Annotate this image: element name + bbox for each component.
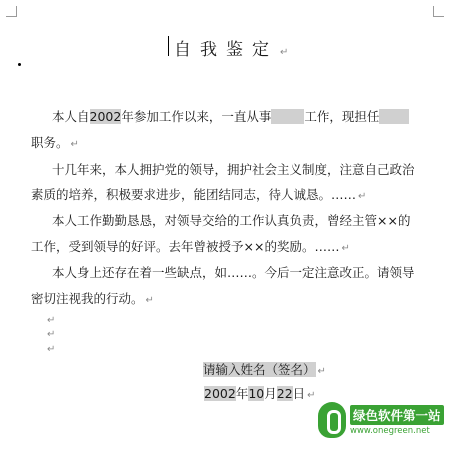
- paragraph-mark: ↵: [358, 191, 367, 202]
- date-month-field[interactable]: 10: [248, 386, 265, 401]
- onegreen-logo-icon: [318, 402, 346, 438]
- date-month-suffix: 月: [264, 386, 277, 401]
- paragraph-mark: ↵: [145, 295, 154, 306]
- date-day-suffix: 日: [292, 386, 306, 401]
- text-run[interactable]: 素质的培养，积极要求进步，能团结同志，待人诚恳。……: [31, 187, 357, 202]
- paragraph-2-line-1[interactable]: [52, 160, 415, 178]
- paragraph-mark: ↵: [341, 243, 350, 254]
- empty-paragraph-mark[interactable]: ↵: [47, 315, 56, 326]
- field-placeholder-blank[interactable]: [379, 109, 409, 124]
- paragraph-4-line-2[interactable]: [31, 289, 154, 307]
- paragraph-mark: ↵: [317, 366, 326, 377]
- bullet-dot: [18, 63, 21, 66]
- empty-paragraph-mark[interactable]: ↵: [47, 329, 56, 340]
- signature-field[interactable]: 请输入姓名（签名）: [203, 362, 316, 377]
- watermark-name: 绿色软件第一站: [350, 405, 444, 425]
- paragraph-mark: ↵: [280, 47, 298, 58]
- paragraph-mark: ↵: [307, 390, 316, 401]
- text-run[interactable]: 密切注视我的行动。: [31, 291, 144, 306]
- date-line[interactable]: [204, 384, 316, 402]
- document-title[interactable]: [174, 35, 297, 60]
- field-placeholder-blank[interactable]: [271, 109, 304, 124]
- paragraph-1-line-2[interactable]: [31, 133, 79, 151]
- date-day-field[interactable]: 22: [276, 386, 293, 401]
- text-run[interactable]: 工作，现担任: [304, 109, 380, 124]
- paragraph-mark: ↵: [70, 139, 79, 150]
- text-run[interactable]: 职务。: [31, 135, 69, 150]
- text-run[interactable]: 十几年来，本人拥护党的领导，拥护社会主义制度，注意自己政治: [52, 162, 415, 177]
- signature-line[interactable]: [203, 360, 326, 378]
- date-year-suffix: 年: [235, 386, 249, 401]
- date-year-field[interactable]: 2002: [204, 386, 236, 401]
- text-run[interactable]: 本人自: [52, 109, 90, 124]
- paragraph-4-line-1[interactable]: [52, 263, 415, 281]
- paragraph-2-line-2[interactable]: [31, 185, 366, 203]
- margin-corner-top-right: [433, 6, 444, 17]
- text-run[interactable]: 工作，受到领导的好评。去年曾被授予××的奖励。……: [31, 239, 340, 254]
- watermark-text: [350, 405, 444, 436]
- site-watermark: [318, 400, 444, 440]
- paragraph-3-line-1[interactable]: [52, 211, 410, 229]
- margin-corner-top-left: [6, 6, 17, 17]
- title-text[interactable]: 自我鉴定: [174, 40, 278, 60]
- empty-paragraph-mark[interactable]: ↵: [47, 344, 56, 355]
- text-run[interactable]: 本人工作勤勤恳恳，对领导交给的工作认真负责，曾经主管××的: [52, 213, 411, 228]
- text-run[interactable]: 年参加工作以来，一直从事: [121, 109, 272, 124]
- watermark-url: www.onegreen.net: [350, 425, 430, 436]
- text-cursor: [168, 36, 169, 56]
- paragraph-3-line-2[interactable]: [31, 237, 350, 255]
- paragraph-1-line-1[interactable]: [52, 107, 409, 125]
- text-run[interactable]: 本人身上还存在着一些缺点，如……。今后一定注意改正。请领导: [52, 265, 415, 280]
- year-field[interactable]: 2002: [89, 109, 122, 124]
